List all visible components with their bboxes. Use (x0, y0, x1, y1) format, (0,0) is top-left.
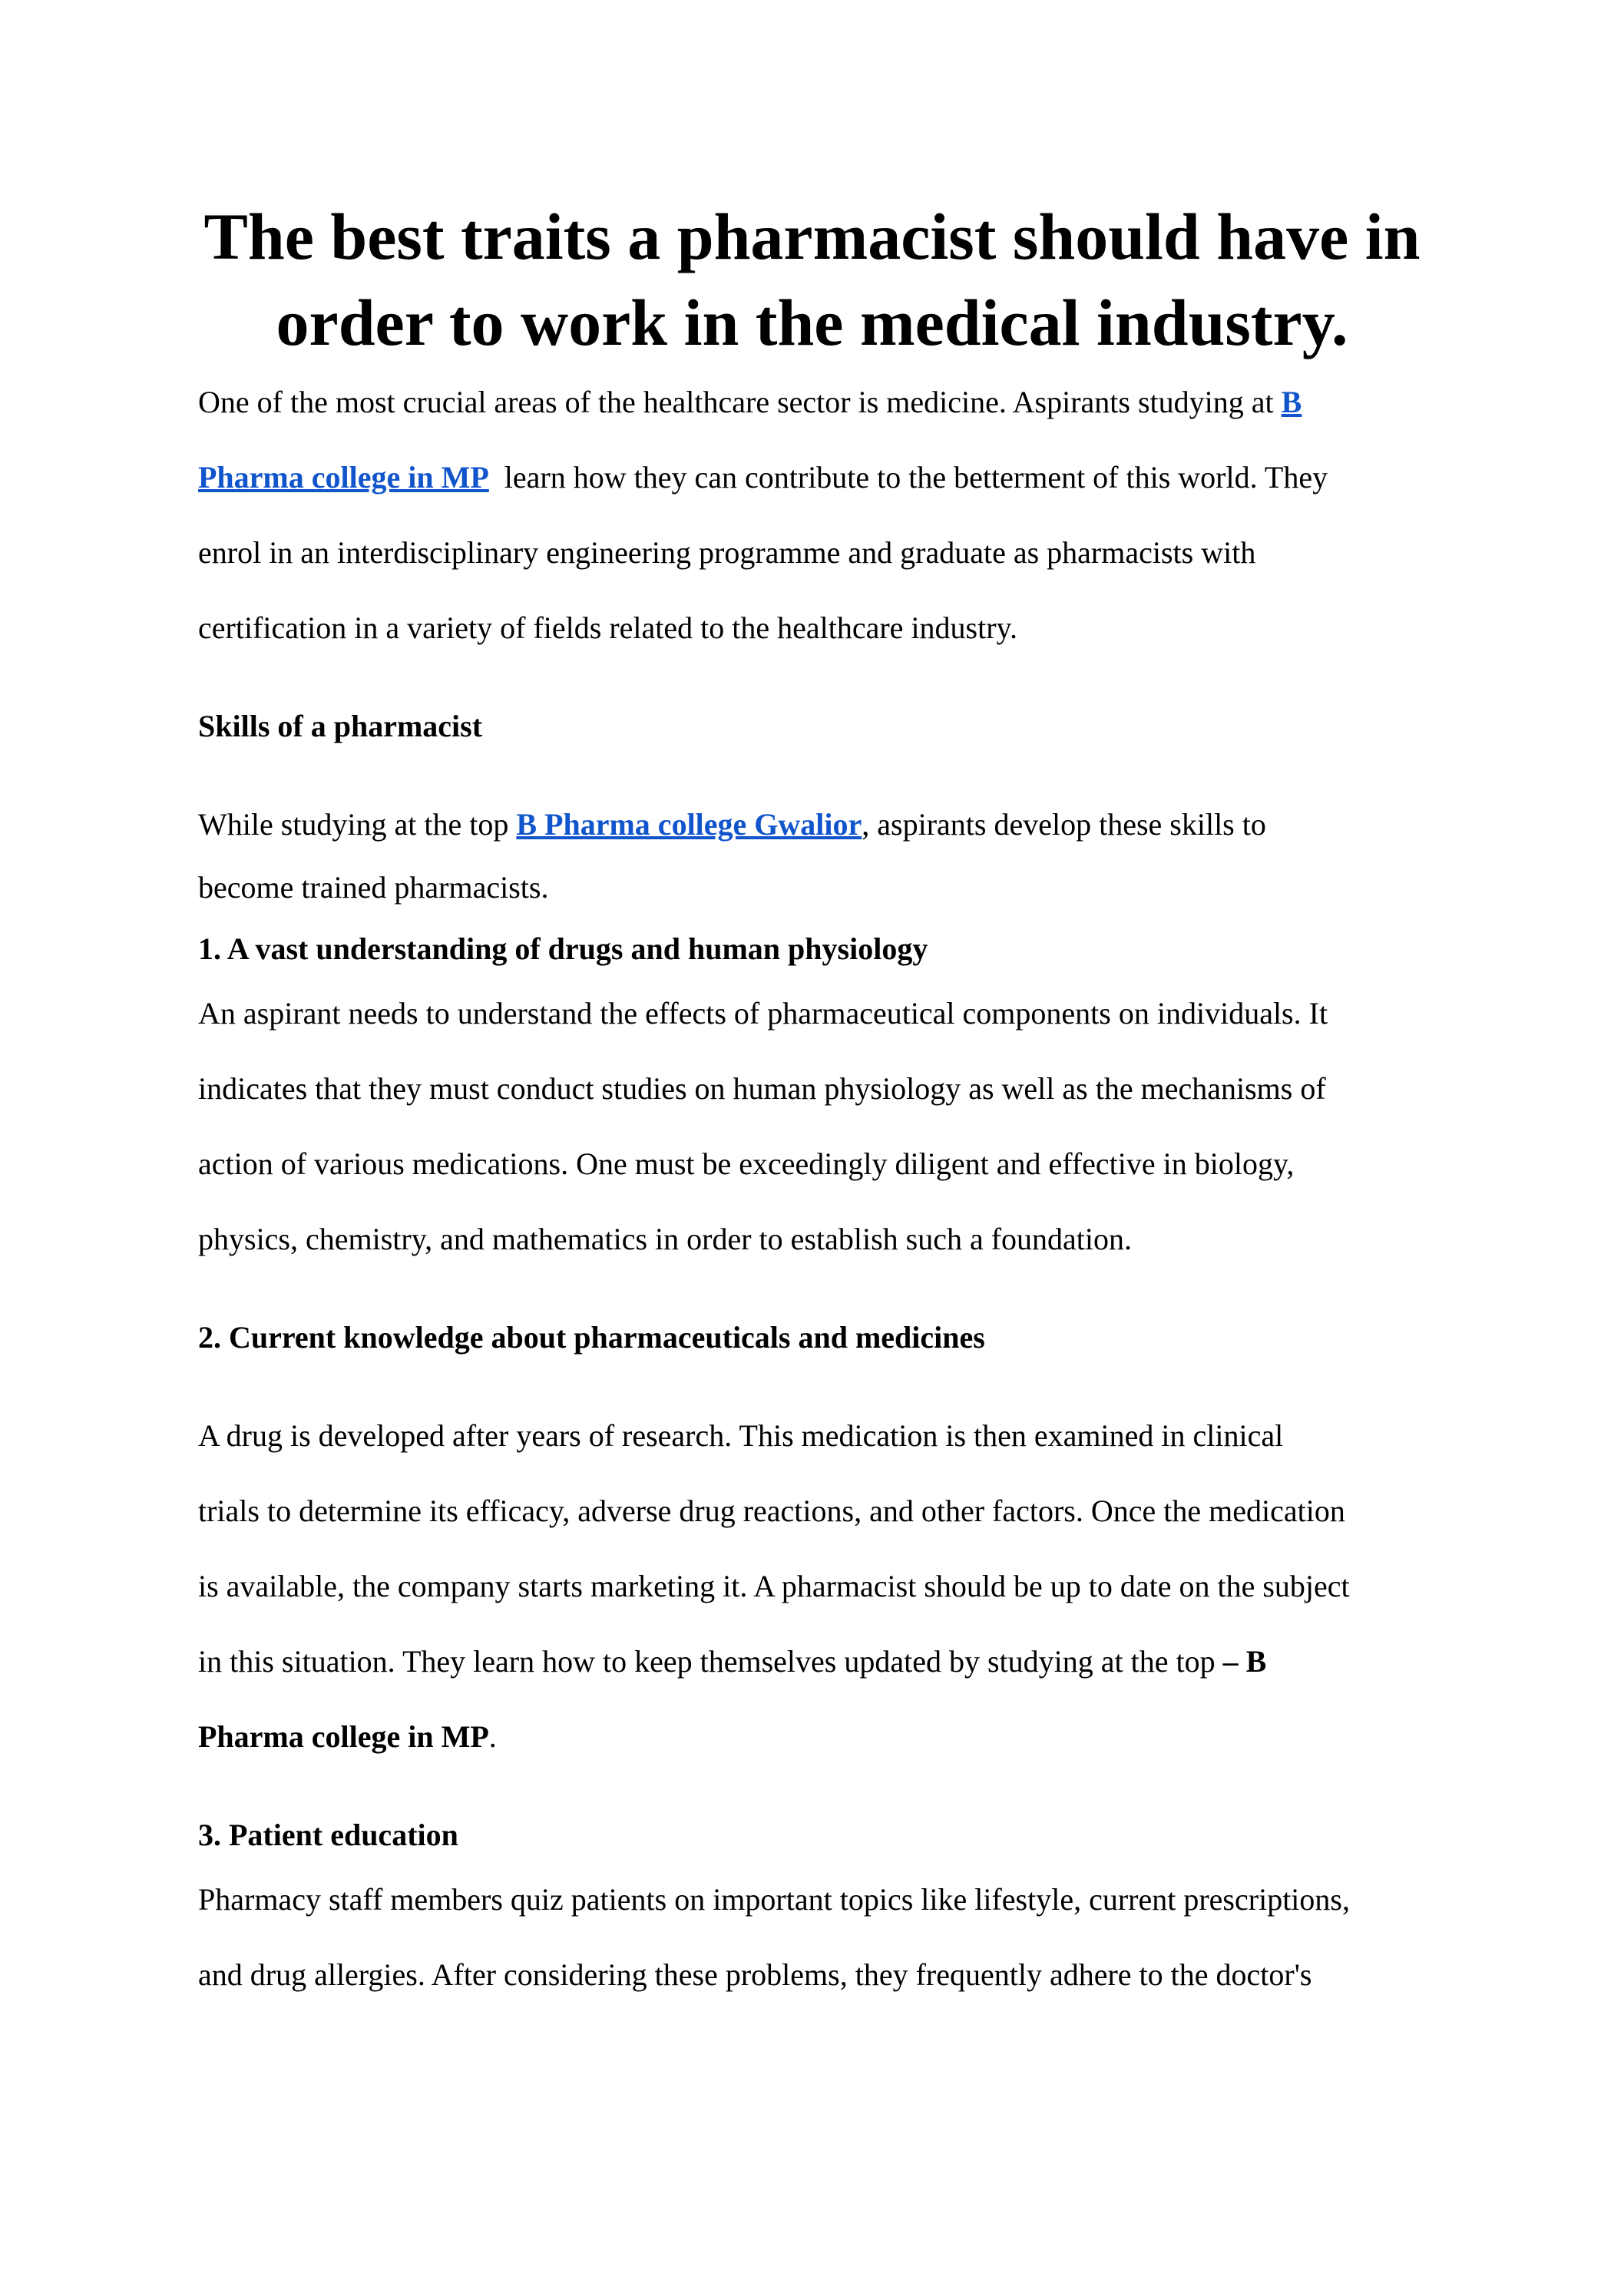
section2-line-4 (198, 1643, 1266, 1680)
section2-line-1: A drug is developed after years of research. This medication is then examined in clinical (198, 1418, 1284, 1453)
section3-heading: 3. Patient education (198, 1818, 458, 1852)
intro-line-4: certification in a variety of fields related to the healthcare industry. (198, 610, 1017, 645)
b-pharma-gwalior-link[interactable]: B Pharma college Gwalior (516, 807, 862, 842)
b-pharma-mp-link[interactable]: B (1281, 385, 1302, 419)
section2-heading: 2. Current knowledge about pharmaceuticals and medicines (198, 1320, 985, 1355)
section2-line-4-bold: – B (1222, 1644, 1267, 1679)
section2-line-5-text: . (488, 1719, 497, 1754)
skills-intro-line-1 (198, 806, 1266, 843)
intro-text-2: learn how they can contribute to the betterment of this world. They (488, 460, 1328, 495)
b-pharma-mp-link-continued[interactable]: Pharma college in MP (198, 460, 489, 495)
skills-intro-before: While studying at the top (198, 807, 517, 842)
section3-line-2: and drug allergies. After considering these problems, they frequently adhere to the doctor's (198, 1957, 1312, 1992)
section1-line-1: An aspirant needs to understand the effects of pharmaceutical components on individuals. It (198, 996, 1328, 1031)
skills-heading: Skills of a pharmacist (198, 709, 483, 743)
section1-line-3: action of various medications. One must be exceedingly diligent and effective in biology, (198, 1146, 1295, 1181)
section2-line-3: is available, the company starts marketing it. A pharmacist should be up to date on the subject (198, 1569, 1350, 1603)
intro-line-2 (198, 459, 1328, 496)
intro-text-1: One of the most crucial areas of the healthcare sector is medicine. Aspirants studying at (198, 385, 1282, 419)
skills-intro-after: , aspirants develop these skills to (862, 807, 1266, 842)
skills-intro-line-2: become trained pharmacists. (198, 870, 549, 905)
section2-line-2: trials to determine its efficacy, adverse drug reactions, and other factors. Once the medication (198, 1494, 1345, 1528)
intro-line-3: enrol in an interdisciplinary engineering programme and graduate as pharmacists with (198, 535, 1256, 570)
section2-line-4-text: in this situation. They learn how to keep themselves updated by studying at the top (198, 1644, 1223, 1679)
intro-line-1 (198, 384, 1302, 421)
section1-line-4: physics, chemistry, and mathematics in order to establish such a foundation. (198, 1222, 1133, 1256)
section3-line-1: Pharmacy staff members quiz patients on important topics like lifestyle, current prescriptions, (198, 1882, 1350, 1917)
section2-line-5 (198, 1719, 497, 1755)
section1-line-2: indicates that they must conduct studies on human physiology as well as the mechanisms of (198, 1071, 1326, 1106)
section2-line-5-bold: Pharma college in MP (198, 1719, 489, 1754)
section1-heading: 1. A vast understanding of drugs and human physiology (198, 931, 928, 966)
page-title: The best traits a pharmacist should have in order to work in the medical industry. (203, 200, 1421, 359)
